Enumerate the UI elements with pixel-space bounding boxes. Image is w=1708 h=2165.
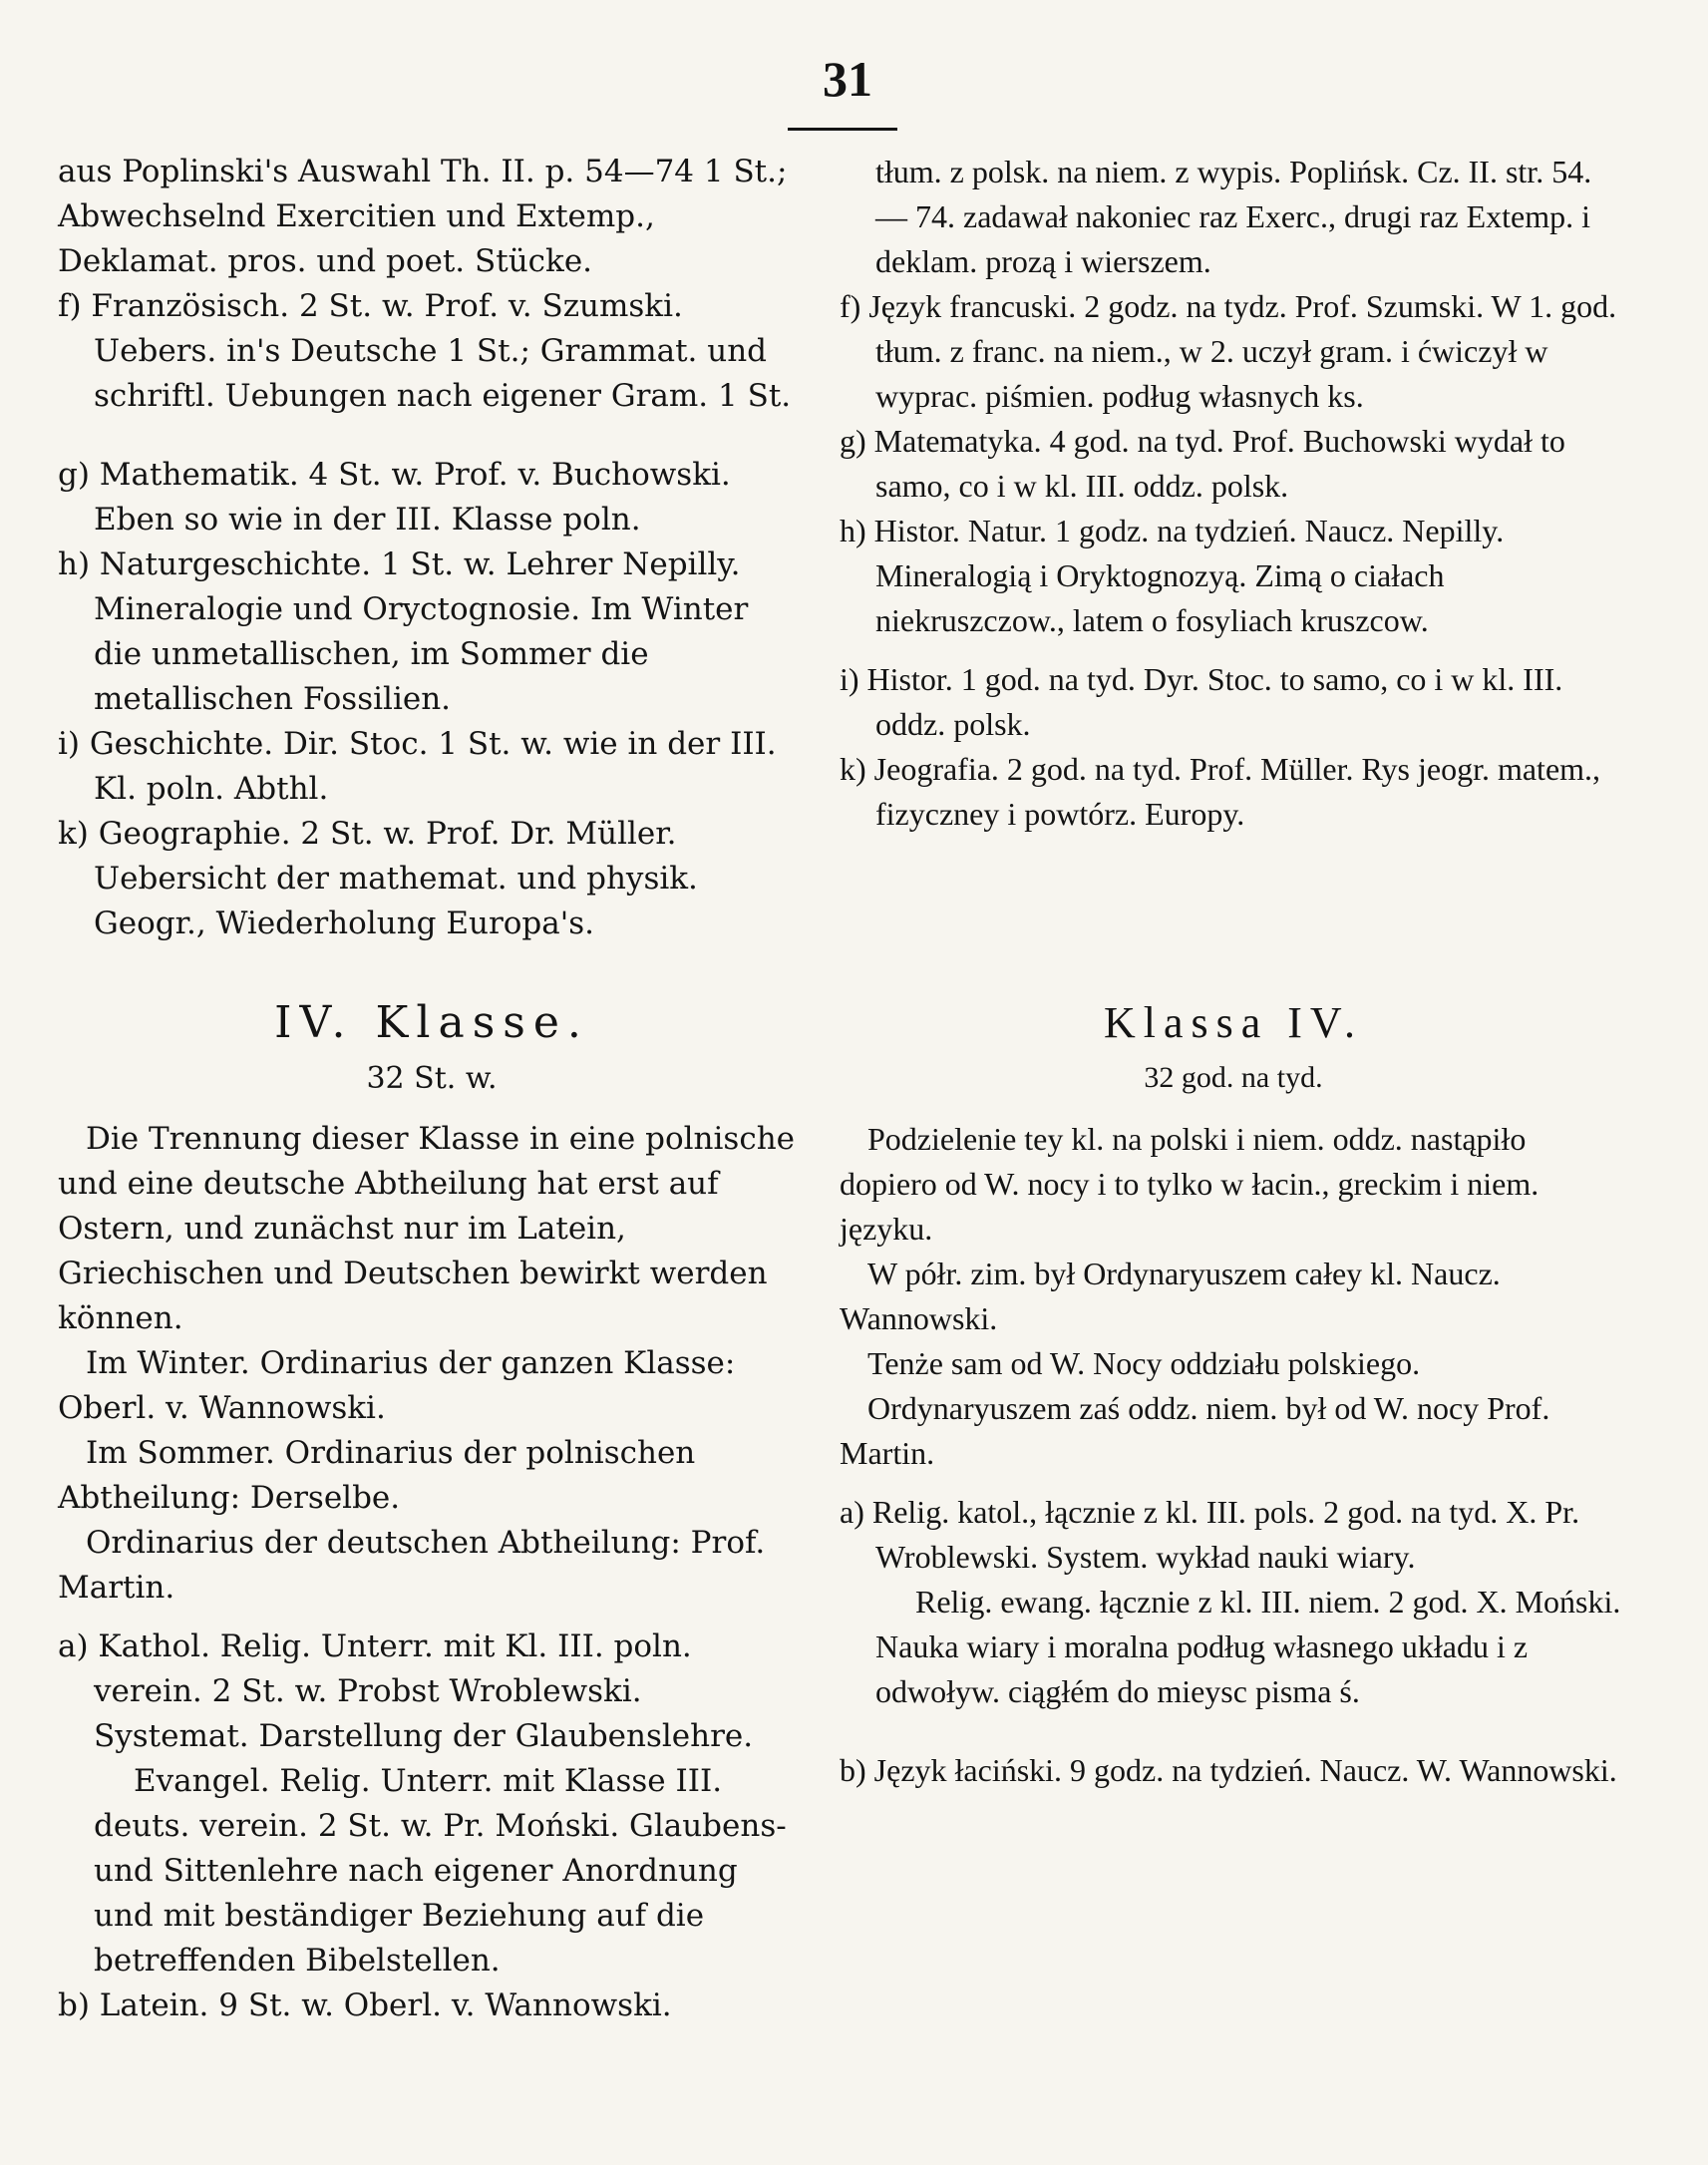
german-entry-g: g) Mathematik. 4 St. w. Prof. v. Buchowski. Eben so wie in der III. Klasse poln. [58, 457, 731, 538]
german-entry-a: a) Kathol. Relig. Unterr. mit Kl. III. poln. verein. 2 St. w. Probst Wroblewski. Systemat. Darstellung der Glaubenslehre. [58, 1628, 754, 1754]
polish-section-header [840, 997, 1627, 1095]
polish-entry-b: b) Język łaciński. 9 godz. na tydzień. Naucz. W. Wannowski. [840, 1752, 1617, 1788]
page-number-rule [788, 128, 897, 131]
polish-entry-ewang: Relig. ewang. łącznie z kl. III. niem. 2 god. X. Moński. Nauka wiary i moralna podług własnego układu i z odwoływ. ciągłém do mieysc pisma ś. [875, 1584, 1621, 1709]
polish-entry-f: f) Język francuski. 2 godz. na tydz. Prof. Szumski. W 1. god. tłum. z franc. na niem., w 2. uczył gram. i ćwiczył w wyprac. piśmien. podług własnych ks. [840, 288, 1617, 414]
german-column-lower [58, 1117, 806, 2028]
german-paragraph-sommer: Im Sommer. Ordinarius der polnischen Abtheilung: Derselbe. [58, 1435, 696, 1516]
german-section-header [58, 997, 806, 1096]
german-entry-i: i) Geschichte. Dir. Stoc. 1 St. w. wie in der III. Kl. poln. Abthl. [58, 726, 777, 807]
polish-column-lower [840, 1117, 1627, 1793]
polish-paragraph-podzielenie: Podzielenie tey kl. na polski i niem. oddz. nastąpiło dopiero od W. nocy i to tylko w łacin., greckim i niem. języku. [840, 1121, 1539, 1247]
german-entry-evangel: Evangel. Relig. Unterr. mit Klasse III. deuts. verein. 2 St. w. Pr. Moński. Glaubens- und Sittenlehre nach eigener Anordnung und mit beständiger Beziehung auf die betreffenden Bibelstellen. [94, 1763, 787, 1979]
german-section-title: IV. Klasse. [274, 997, 589, 1048]
german-paragraph-trennung: Die Trennung dieser Klasse in eine polnische und eine deutsche Abtheilung hat erst auf Ostern, und zunächst nur im Latein, Griechischen und Deutschen bewirkt werden können. [58, 1121, 796, 1336]
polish-paragraph-zima: W półr. zim. był Ordynaryuszem całey kl. Naucz. Wannowski. [840, 1256, 1501, 1336]
german-paragraph-winter: Im Winter. Ordinarius der ganzen Klasse: Oberl. v. Wannowski. [58, 1345, 736, 1426]
polish-entry-h: h) Histor. Natur. 1 godz. na tydzień. Naucz. Nepilly. Mineralogią i Oryktognozyą. Zimą o ciałach niekruszczow., latem o fosyliach kruszcow. [840, 513, 1505, 638]
polish-entry-k: k) Jeografia. 2 god. na tyd. Prof. Müller. Rys jeogr. matem., fizyczney i powtórz. Europy. [840, 751, 1601, 832]
polish-entry-i: i) Histor. 1 god. na tyd. Dyr. Stoc. to samo, co i w kl. III. oddz. polsk. [840, 661, 1563, 742]
german-entry-h: h) Naturgeschichte. 1 St. w. Lehrer Nepilly. Mineralogie und Oryctognosie. Im Winter die unmetallischen, im Sommer die metallischen Fossilien. [58, 546, 749, 717]
polish-entry-a: a) Relig. katol., łącznie z kl. III. pols. 2 god. na tyd. X. Pr. Wroblewski. System. wykład nauki wiary. [840, 1494, 1580, 1575]
german-entry-k: k) Geographie. 2 St. w. Prof. Dr. Müller. Uebersicht der mathemat. und physik. Geogr., Wiederholung Europa's. [58, 816, 698, 941]
german-paragraph-ordinarius: Ordinarius der deutschen Abtheilung: Prof. Martin. [58, 1525, 766, 1606]
german-entry-f: f) Französisch. 2 St. w. Prof. v. Szumski. Uebers. in's Deutsche 1 St.; Grammat. und schriftl. Uebungen nach eigener Gram. 1 St. [58, 288, 792, 414]
german-section-subtitle: 32 St. w. [366, 1061, 498, 1096]
polish-section-title: Klassa IV. [1103, 998, 1364, 1047]
german-entry-b: b) Latein. 9 St. w. Oberl. v. Wannowski. [58, 1987, 672, 2023]
german-entry-e-continued: aus Poplinski's Auswahl Th. II. p. 54—74 1 St.; Abwechselnd Exercitien und Extemp., Deklamat. pros. und poet. Stücke. [58, 154, 788, 279]
page-number: 31 [823, 51, 872, 107]
polish-entry-e-continued: tłum. z polsk. na niem. z wypis. Poplińsk. Cz. II. str. 54. — 74. zadawał nakoniec raz Exerc., drugi raz Extemp. i deklam. prozą i wierszem. [875, 154, 1592, 279]
polish-paragraph-tenze: Tenże sam od W. Nocy oddziału polskiego. [867, 1345, 1421, 1381]
polish-entry-g: g) Matematyka. 4 god. na tyd. Prof. Buchowski wydał to samo, co i w kl. III. oddz. polsk. [840, 423, 1565, 504]
polish-section-subtitle: 32 god. na tyd. [1144, 1061, 1323, 1094]
german-column-upper [58, 150, 806, 946]
polish-column-upper [840, 150, 1627, 837]
polish-paragraph-ordynaryusz: Ordynaryuszem zaś oddz. niem. był od W. nocy Prof. Martin. [840, 1390, 1550, 1471]
